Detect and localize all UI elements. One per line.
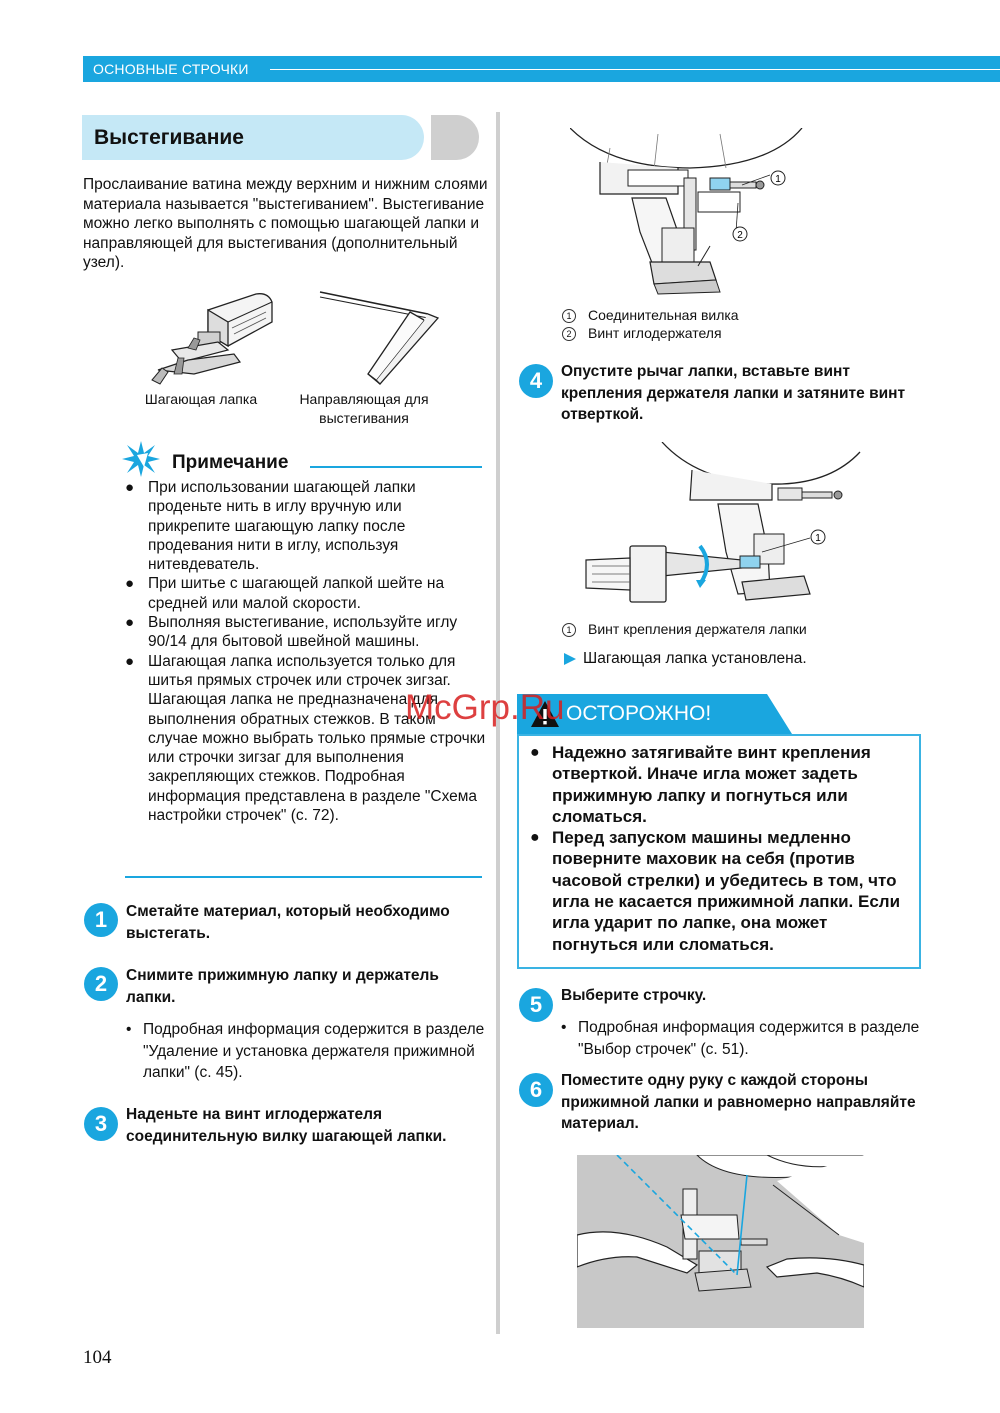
bullet-dot: • <box>126 1021 132 1038</box>
legend-text: Винт крепления держателя лапки <box>588 621 807 637</box>
step-1-text: Сметайте материал, который необходимо выстегать. <box>126 903 450 942</box>
page-number: 104 <box>83 1347 112 1368</box>
needle-bar-fork-illustration <box>570 128 810 303</box>
intro-paragraph: Прослаивание ватина между верхним и нижним слоями материала называется "выстегиванием". Выстегивание можно легко выполнять с помощью шагающей лапки и направляющей для выстегивания (дополнительный узел). <box>83 176 488 271</box>
quilting-guide-caption: Направляющая для выстегивания <box>299 391 429 426</box>
note-item: ● При шитье с шагающей лапкой шейте на средней или малой скорости. <box>125 574 487 613</box>
legend-fig1-item <box>562 306 739 324</box>
legend-marker: 1 <box>562 623 576 637</box>
step-2-detail-text: Подробная информация содержится в разделе "Удаление и установка держателя прижимной лапки" (с. 45). <box>143 1021 485 1081</box>
watermark: McGrp.Ru <box>405 688 565 727</box>
legend-fig2-item <box>562 620 807 638</box>
result-arrow-icon <box>563 652 577 666</box>
caution-title: ОСТОРОЖНО! <box>566 702 712 725</box>
step-2-text: Снимите прижимную лапку и держатель лапки. <box>126 967 439 1006</box>
callout-label: 1 <box>775 174 781 185</box>
section-title: Выстегивание <box>94 126 244 149</box>
step-6-marker: 6 <box>519 1073 553 1107</box>
callout-label: 2 <box>737 230 743 241</box>
header-rule <box>270 69 1000 70</box>
callout-label: 1 <box>815 533 821 544</box>
step-4-text: Опустите рычаг лапки, вставьте винт крепления держателя лапки и затяните винт отверткой. <box>561 363 906 423</box>
step-5-detail-text: Подробная информация содержится в разделе "Выбор строчек" (с. 51). <box>578 1019 920 1058</box>
header-section-label: ОСНОВНЫЕ СТРОЧКИ <box>93 61 249 77</box>
note-bottom-rule <box>125 876 482 878</box>
step-5-detail <box>561 1017 938 1060</box>
note-title: Примечание <box>172 452 289 473</box>
step-3-marker: 3 <box>84 1107 118 1141</box>
note-list <box>125 478 487 825</box>
note-sparkle-icon <box>121 440 161 478</box>
legend-marker: 2 <box>562 327 576 341</box>
step-4-marker: 4 <box>519 364 553 398</box>
result-text: Шагающая лапка установлена. <box>583 650 807 667</box>
note-item: ● При использовании шагающей лапки проденьте нить в иглу вручную или прикрепите шагающую лапку после продевания нити в иглу, используя нитевдеватель. <box>125 478 487 574</box>
legend-text: Соединительная вилка <box>588 307 739 323</box>
note-title-rule <box>310 466 482 468</box>
step-1-marker: 1 <box>84 903 118 937</box>
legend-fig1-item <box>562 324 722 342</box>
legend-marker: 1 <box>562 309 576 323</box>
step-2-marker: 2 <box>84 967 118 1001</box>
legend-text: Винт иглодержателя <box>588 325 722 341</box>
screwdriver-tightening-illustration <box>582 442 862 617</box>
caution-list <box>530 742 915 955</box>
guiding-fabric-illustration <box>577 1155 864 1328</box>
walking-foot-illustration <box>148 288 278 388</box>
step-6-text: Поместите одну руку с каждой стороны прижимной лапки и равномерно направляйте материал. <box>561 1072 916 1132</box>
bullet-dot: • <box>561 1019 567 1036</box>
caution-item: ● Перед запуском машины медленно поверните маховик на себя (против часовой стрелки) и убедитесь в том, что игла не касается прижимной лапки. Если игла ударит по лапке, она может погнуться или сломаться. <box>530 827 915 955</box>
walking-foot-caption: Шагающая лапка <box>144 391 258 407</box>
step-3-text: Наденьте на винт иглодержателя соединительную вилку шагающей лапки. <box>126 1106 447 1145</box>
caution-item: ● Надежно затягивайте винт крепления отверткой. Иначе игла может задеть прижимную лапку и погнуться или сломаться. <box>530 742 915 827</box>
section-title-tab <box>431 115 479 160</box>
note-item: ● Выполняя выстегивание, используйте иглу 90/14 для бытовой швейной машины. <box>125 613 487 652</box>
note-item: ● Шагающая лапка используется только для шитья прямых строчек или строчек зигзаг. Шагающая лапка не предназначена для выполнения обратных стежков. В таком случае можно выбрать только прямые строчки или строчки зигзаг для выполнения закрепляющих стежков. Подробная информация представлена в разделе "Схема настройки строчек" (с. 72). <box>125 652 487 826</box>
step-5-text: Выберите строчку. <box>561 987 707 1004</box>
step-5-marker: 5 <box>519 988 553 1022</box>
step-2-detail <box>126 1019 488 1084</box>
quilting-guide-illustration <box>316 288 444 388</box>
